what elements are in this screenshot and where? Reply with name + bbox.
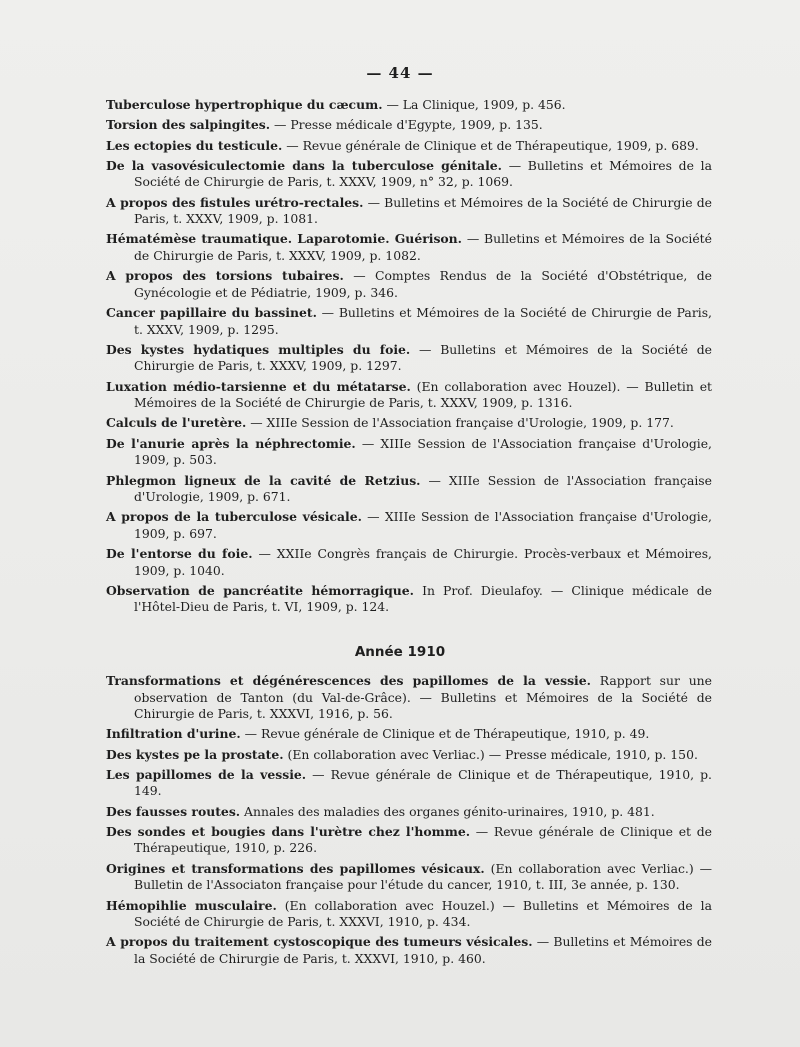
entry-citation: Rapport sur une observation de Tanton (du Val-de-Grâce). — Bulletins et Mémoires de la Société de Chirurgie de Paris, t. XXXVI, 1916, p. 56.: [134, 673, 712, 721]
bibliography-entry: [106, 473, 712, 506]
bibliography-entry: [106, 138, 712, 155]
bibliography-entry: [106, 231, 712, 264]
entry-citation: In Prof. Dieulafoy. — Clinique médicale de l'Hôtel-Dieu de Paris, t. VI, 1909, p. 124.: [134, 582, 712, 615]
entry-citation: — XIIIe Session de l'Association française d'Urologie, 1909, p. 503.: [134, 435, 712, 468]
bibliography-1909: [106, 97, 712, 620]
entry-title: De l'entorse du foie.: [106, 546, 253, 562]
entry-citation: — Bulletins et Mémoires de la Société de Chirurgie de Paris, t. XXXV, 1909, p. 1082.: [134, 231, 712, 263]
bibliography-entry: [106, 726, 712, 743]
entry-title: Phlegmon ligneux de la cavité de Retzius.: [106, 472, 421, 488]
bibliography-entry: [106, 195, 712, 228]
entry-citation: — Presse médicale d'Egypte, 1909, p. 135.: [270, 117, 543, 133]
entry-title: Hémopihlie musculaire.: [106, 897, 277, 913]
entry-title: A propos du traitement cystoscopique des tumeurs vésicales.: [106, 934, 533, 950]
bibliography-entry: [106, 436, 712, 469]
entry-title: Observation de pancréatite hémorragique.: [106, 582, 415, 598]
entry-citation: (En collaboration avec Houzel). — Bulletin et Mémoires de la Société de Chirurgie de Paris, t. XXXV, 1909, p. 1316.: [134, 378, 713, 411]
entry-citation: (En collaboration avec Houzel.) — Bulletins et Mémoires de la Société de Chirurgie de Paris, t. XXXVI, 1910, p. 434.: [134, 897, 712, 930]
entry-citation: Annales des maladies des organes génito-urinaires, 1910, p. 481.: [240, 803, 655, 819]
entry-citation: — Bulletins et Mémoires de la Société de Chirurgie de Paris, t. XXXV, 1909, n° 32, p. 1069.: [134, 157, 712, 190]
entry-citation: (En collaboration avec Verliac.) — Presse médicale, 1910, p. 150.: [283, 746, 698, 762]
entry-citation: — Revue générale de Clinique et de Thérapeutique, 1910, p. 149.: [134, 766, 712, 799]
bibliography-entry: [106, 934, 712, 967]
entry-citation: — Revue générale de Clinique et de Thérapeutique, 1909, p. 689.: [282, 137, 699, 153]
bibliography-entry: [106, 305, 712, 338]
entry-citation: — Bulletins et Mémoires de la Société de Chirurgie de Paris, t. XXXV, 1909, p. 1297.: [134, 341, 712, 374]
entry-title: Tuberculose hypertrophique du cæcum.: [106, 97, 383, 112]
entry-title: Des kystes pe la prostate.: [106, 746, 284, 762]
entry-title: Origines et transformations des papillomes vésicaux.: [106, 860, 485, 876]
bibliography-entry: [106, 117, 712, 134]
bibliography-entry: [106, 747, 712, 764]
entry-title: Calculs de l'uretère.: [106, 415, 247, 431]
entry-citation: (En collaboration avec Verliac.) — Bulletin de l'Associaton française pour l'étude du cancer, 1910, t. III, 3e année, p. 130.: [134, 860, 712, 893]
bibliography-entry: [106, 379, 712, 412]
year-heading: Année 1910: [354, 644, 446, 660]
bibliography-entry: [106, 767, 712, 800]
entry-title: Les papillomes de la vessie.: [106, 766, 307, 782]
entry-title: Des fausses routes.: [106, 803, 241, 819]
bibliography-entry: [106, 509, 712, 542]
entry-title: Cancer papillaire du bassinet.: [106, 305, 317, 321]
bibliography-entry: [106, 342, 712, 375]
bibliography-entry: [106, 546, 712, 579]
entry-citation: — Bulletins et Mémoires de la Société de Chirurgie de Paris, t. XXXV, 1909, p. 1081.: [134, 194, 713, 227]
bibliography-entry: [106, 673, 712, 723]
entry-citation: — XXIIe Congrès français de Chirurgie. Procès-verbaux et Mémoires, 1909, p. 1040.: [134, 546, 712, 578]
entry-citation: — Revue générale de Clinique et de Thérapeutique, 1910, p. 49.: [240, 726, 650, 742]
bibliography-entry: [106, 158, 712, 191]
entry-title: Luxation médio-tarsienne et du métatarse.: [106, 378, 411, 394]
entry-title: A propos des fistules urétro-rectales.: [106, 194, 364, 210]
entry-title: Infiltration d'urine.: [106, 726, 241, 742]
bibliography-1910: [106, 673, 712, 971]
entry-citation: — Bulletins et Mémoires de la Société de Chirurgie de Paris, t. XXXVI, 1910, p. 460.: [134, 934, 713, 966]
bibliography-entry: [106, 268, 712, 301]
bibliography-entry: [106, 898, 712, 931]
entry-citation: — Bulletins et Mémoires de la Société de Chirurgie de Paris, t. XXXV, 1909, p. 1295.: [134, 305, 712, 337]
entry-citation: — Revue générale de Clinique et de Thérapeutique, 1910, p. 226.: [134, 823, 712, 856]
bibliography-entry: [106, 415, 712, 432]
entry-citation: — XIIIe Session de l'Association française d'Urologie, 1909, p. 697.: [134, 509, 712, 541]
bibliography-entry: [106, 804, 712, 821]
entry-title: De la vasovésiculectomie dans la tuberculose génitale.: [106, 157, 502, 173]
entry-title: Torsion des salpingites.: [106, 117, 271, 133]
bibliography-entry: [106, 97, 712, 114]
entry-title: Les ectopies du testicule.: [106, 137, 283, 153]
entry-title: De l'anurie après la néphrectomie.: [106, 435, 356, 451]
entry-citation: — XIIIe Session de l'Association française d'Urologie, 1909, p. 177.: [246, 415, 674, 431]
bibliography-entry: [106, 861, 712, 894]
entry-title: Des sondes et bougies dans l'urètre chez l'homme.: [106, 823, 471, 839]
bibliography-entry: [106, 824, 712, 857]
bibliography-entry: [106, 583, 712, 616]
entry-title: Hématémèse traumatique. Laparotomie. Guérison.: [106, 231, 463, 247]
page-number: — 44 —: [366, 64, 434, 82]
entry-citation: — XIIIe Session de l'Association française d'Urologie, 1909, p. 671.: [134, 472, 713, 505]
entry-citation: — Comptes Rendus de la Société d'Obstétrique, de Gynécologie et de Pédiatrie, 1909, p. 346.: [134, 268, 712, 300]
entry-citation: — La Clinique, 1909, p. 456.: [382, 97, 566, 112]
entry-title: A propos des torsions tubaires.: [106, 268, 344, 284]
entry-title: A propos de la tuberculose vésicale.: [106, 509, 362, 525]
entry-title: Des kystes hydatiques multiples du foie.: [106, 341, 411, 357]
entry-title: Transformations et dégénérescences des papillomes de la vessie.: [106, 673, 591, 688]
